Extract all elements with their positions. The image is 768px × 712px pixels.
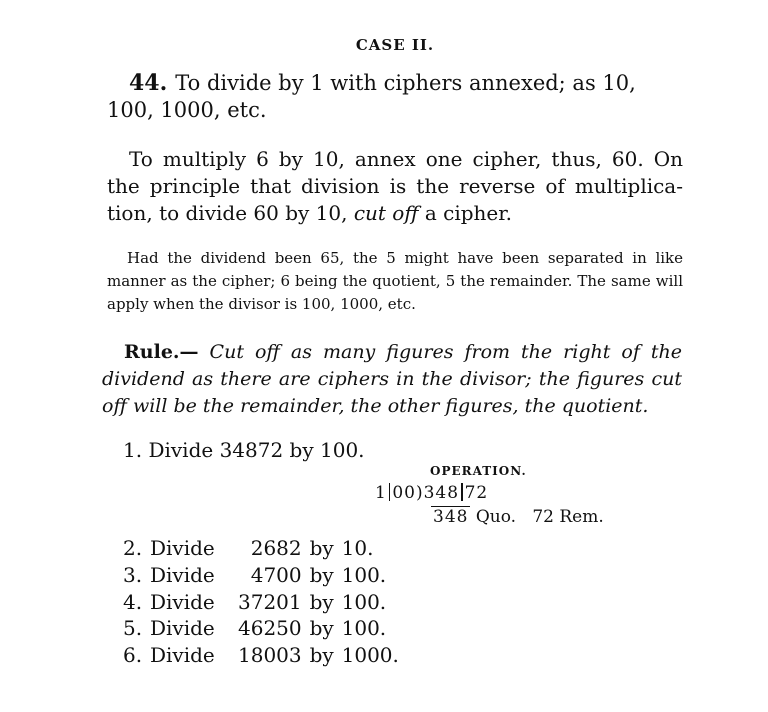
exercise-by: by <box>309 536 334 560</box>
exercise-row <box>123 642 399 669</box>
multiply-explanation-paragraph <box>107 146 683 227</box>
example-1: 1. Divide 34872 by 100. <box>123 438 365 462</box>
exercise-by: by <box>309 643 334 668</box>
operation-result-line <box>431 506 604 528</box>
exercise-by: by <box>309 562 334 587</box>
rule-text: Cut off as many figures from the right of the dividend as there are ciphers in the divisor; the figures cut off will be the remainder, the other figures, the quotient. <box>102 341 682 417</box>
exercise-number: 3. <box>123 562 143 587</box>
multiply-text-after: a cipher. <box>418 201 512 225</box>
exercise-dividend: 46250 <box>238 616 302 641</box>
exercise-divisor: 100. <box>341 562 387 587</box>
operation-label: OPERATION. <box>430 464 527 478</box>
remainder-value: 72 <box>532 507 554 527</box>
rule-paragraph <box>102 339 682 420</box>
exercise-verb: Divide <box>150 562 215 587</box>
quotient-value: 348 <box>433 507 469 527</box>
section-44-paragraph <box>107 70 683 124</box>
exercise-row <box>123 535 399 562</box>
cutoff-bar-dividend <box>461 483 463 501</box>
exercise-divisor: 10. <box>341 536 374 560</box>
exercise-row <box>123 562 399 589</box>
dividend-left: 348 <box>423 483 460 503</box>
exercise-dividend: 4700 <box>250 562 302 587</box>
exercise-number: 4. <box>123 589 143 614</box>
section-44-text: To divide by 1 with ciphers annexed; as 10, 100, 1000, etc. <box>107 71 636 122</box>
exercise-dividend: 18003 <box>238 643 302 668</box>
exercise-verb: Divide <box>150 643 215 668</box>
exercise-verb: Divide <box>150 589 215 614</box>
exercise-divisor: 100. <box>341 616 387 641</box>
case-heading: CASE II. <box>355 36 435 54</box>
exercise-list <box>123 535 399 669</box>
remainder-label: Rem. <box>559 507 604 527</box>
exercise-row <box>123 615 399 642</box>
exercise-divisor: 1000. <box>341 643 399 668</box>
exercise-number: 5. <box>123 616 143 641</box>
exercise-verb: Divide <box>150 536 215 560</box>
section-number: 44. <box>129 70 168 96</box>
exercise-by: by <box>309 616 334 641</box>
remainder-note-paragraph: Had the dividend been 65, the 5 might have been separated in like manner as the cipher; 6 being the quotient, 5 the remainder. The same will apply when the divisor is 100, 1000, etc. <box>107 249 683 313</box>
exercise-verb: Divide <box>150 616 215 641</box>
exercise-by: by <box>309 589 334 614</box>
division-paren: ) <box>415 483 424 503</box>
dividend-right: 72 <box>464 483 489 503</box>
exercise-divisor: 100. <box>341 589 387 614</box>
exercise-dividend: 2682 <box>250 536 302 560</box>
cutoff-bar-divisor <box>389 483 391 501</box>
divisor-ciphers: 00 <box>392 483 416 503</box>
rule-dash: — <box>179 341 199 363</box>
rule-label: Rule. <box>124 341 180 363</box>
divisor-first-digit: 1 <box>375 483 387 503</box>
multiply-text-before: To multiply 6 by 10, annex one cipher, thus, 60. On the principle that division is the reverse of multiplica-tion, to divide 60 by 10, <box>107 147 683 225</box>
operation-division-line <box>375 482 488 504</box>
quotient-label: Quo. <box>475 507 517 527</box>
cut-off-emphasis: cut off <box>353 201 419 225</box>
exercise-dividend: 37201 <box>238 589 302 614</box>
exercise-number: 2. <box>123 536 143 560</box>
exercise-number: 6. <box>123 643 143 668</box>
exercise-row <box>123 589 399 616</box>
